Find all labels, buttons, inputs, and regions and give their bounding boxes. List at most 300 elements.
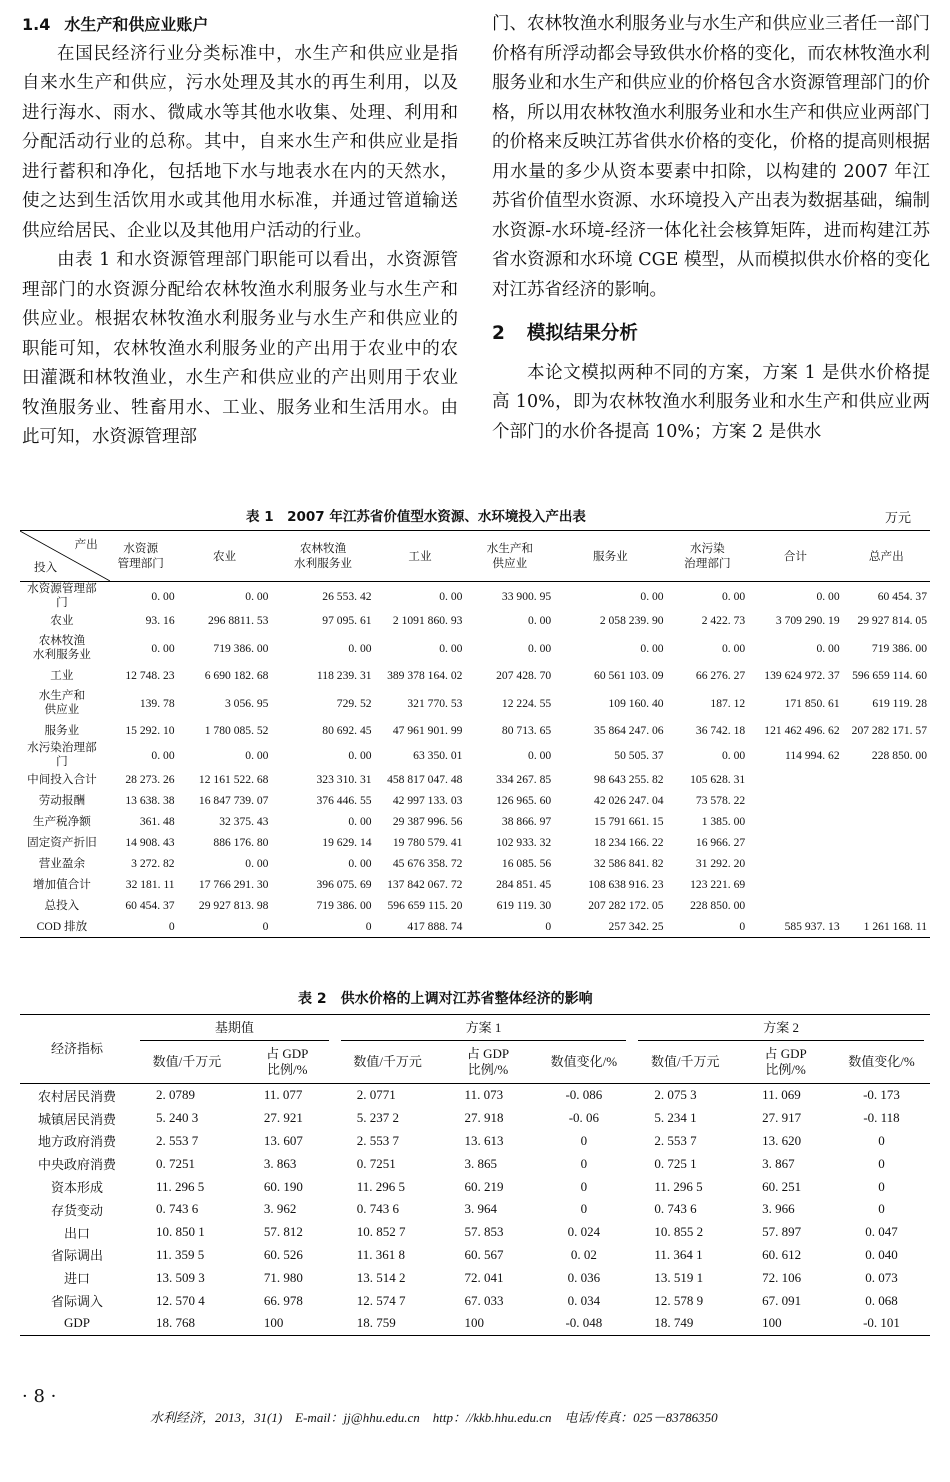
table-cell bbox=[748, 790, 842, 811]
table1-col-header: 水生产和 供应业 bbox=[465, 531, 554, 582]
table-cell: 11. 359 5 bbox=[156, 1246, 205, 1262]
table-cell: 0. 00 bbox=[721, 641, 746, 655]
right-column bbox=[492, 10, 930, 447]
table-cell: 2. 553 7 bbox=[156, 1132, 199, 1148]
table-cell: 16 085. 56 bbox=[501, 857, 552, 870]
table-cell: 619 119. 30 bbox=[496, 899, 552, 912]
table1-caption: 表 1 2007 年江苏省价值型水资源、水环境投入产出表 bbox=[246, 509, 586, 525]
row-label: 省际调出 bbox=[50, 1248, 103, 1264]
table1-corner bbox=[20, 531, 104, 582]
table-cell: 0. 00 bbox=[816, 641, 840, 655]
table-cell bbox=[843, 895, 930, 916]
table1-col-header: 农林牧渔 水利服务业 bbox=[271, 531, 374, 582]
table-cell: 100 bbox=[738, 1312, 833, 1335]
table-cell: 0 bbox=[580, 1155, 588, 1171]
table-cell: 57. 897 bbox=[762, 1224, 802, 1240]
table1-col-header: 总产出 bbox=[843, 531, 930, 582]
table2-col-header: 占 GDP 比例/% bbox=[441, 1041, 536, 1084]
table-cell: 0 bbox=[878, 1155, 885, 1171]
table-cell: 0. 00 bbox=[721, 589, 746, 603]
table-cell: 42 997 133. 03 bbox=[392, 794, 463, 807]
table-row bbox=[20, 665, 930, 686]
table-cell: -0. 06 bbox=[568, 1110, 600, 1126]
table-cell: 0. 00 bbox=[348, 641, 372, 655]
table-cell: 33 900. 95 bbox=[501, 589, 552, 603]
table-cell: 11. 364 1 bbox=[654, 1246, 703, 1262]
table-cell: 13. 607 bbox=[263, 1132, 303, 1148]
table-row bbox=[20, 1266, 930, 1289]
table-cell: 257 342. 25 bbox=[554, 916, 666, 938]
table-row bbox=[20, 631, 930, 665]
table-cell: 0. 7251 bbox=[356, 1155, 396, 1171]
table-cell: 102 933. 32 bbox=[496, 836, 552, 849]
table-cell: 0. 00 bbox=[439, 589, 463, 603]
table-cell: 596 659 114. 60 bbox=[852, 669, 927, 682]
table-cell: 15 292. 10 bbox=[125, 724, 175, 737]
table-cell: -0. 118 bbox=[863, 1110, 900, 1126]
table-cell: 5. 237 2 bbox=[356, 1110, 399, 1126]
table-cell: 27. 921 bbox=[263, 1110, 303, 1126]
table2-col-header: 数值变化/% bbox=[833, 1041, 930, 1084]
table-cell: 0. 00 bbox=[245, 589, 269, 603]
table-cell: 361. 48 bbox=[139, 815, 175, 828]
table-cell: 121 462 496. 62 bbox=[764, 724, 840, 737]
table-cell: 60. 190 bbox=[263, 1178, 303, 1194]
table-cell: 0. 02 bbox=[570, 1246, 597, 1262]
table-cell: 11. 296 5 bbox=[356, 1178, 405, 1194]
table-cell: 207 282 171. 57 bbox=[851, 724, 927, 737]
table-cell: 0 bbox=[271, 916, 374, 938]
table-cell: 323 310. 31 bbox=[316, 773, 372, 786]
paragraph: 在国民经济行业分类标准中，水生产和供应业是指自来水生产和供应，污水处理及其水的再生利用，以及进行海水、雨水、微咸水等其他水收集、处理、利用和分配活动行业的总称。其中，自来水生产和供应业是指进行蓄积和净化，包括地下水与地表水在内的天然水，使之达到生活饮用水或其他用水标准，并通过管道输送供应给居民、企业以及其他用户活动的行业。 bbox=[22, 43, 458, 241]
table-cell: 57. 853 bbox=[464, 1224, 504, 1240]
table-cell: 29 927 814. 05 bbox=[857, 614, 927, 627]
row-label: 农村居民消费 bbox=[37, 1088, 116, 1104]
table-cell: 0 bbox=[878, 1201, 885, 1217]
table-cell: 2 058 239. 90 bbox=[599, 614, 664, 627]
row-label: 城镇居民消费 bbox=[37, 1111, 116, 1127]
table-cell: 296 8811. 53 bbox=[208, 614, 269, 627]
table-row bbox=[20, 582, 930, 611]
table-cell: 2. 0771 bbox=[356, 1087, 396, 1103]
table-cell: 1 261 168. 11 bbox=[843, 916, 930, 938]
table-cell: 334 267. 85 bbox=[496, 773, 552, 786]
table-cell: 0 bbox=[104, 916, 178, 938]
table2-col-header: 占 GDP 比例/% bbox=[738, 1041, 833, 1084]
row-label: 总投入 bbox=[44, 898, 80, 912]
table-cell: 3. 867 bbox=[762, 1155, 795, 1171]
table-cell: 5. 234 1 bbox=[654, 1110, 697, 1126]
table-cell: 29 387 996. 56 bbox=[392, 815, 463, 828]
table-row bbox=[20, 610, 930, 631]
table-row bbox=[20, 916, 930, 938]
row-label: 存货变动 bbox=[50, 1202, 103, 1218]
table-row bbox=[20, 1175, 930, 1198]
table-cell: 0 bbox=[580, 1132, 588, 1148]
table1-col-header: 水污染 治理部门 bbox=[667, 531, 749, 582]
table-cell bbox=[843, 811, 930, 832]
table-cell: 228 850. 00 bbox=[871, 748, 927, 762]
table-cell: 105 628. 31 bbox=[690, 773, 746, 786]
table-cell: 38 866. 97 bbox=[501, 815, 552, 828]
table-row bbox=[20, 895, 930, 916]
row-label: 营业盈余 bbox=[38, 856, 86, 870]
table-cell: 42 026 247. 04 bbox=[594, 794, 664, 807]
table-cell: 0. 068 bbox=[865, 1292, 898, 1308]
table-row bbox=[20, 1312, 930, 1335]
row-label: 生产税净额 bbox=[32, 814, 91, 828]
table-cell: 228 850. 00 bbox=[690, 899, 746, 912]
table-cell bbox=[748, 811, 842, 832]
table-cell: 60. 251 bbox=[762, 1178, 802, 1194]
table-cell: 1 780 085. 52 bbox=[204, 724, 269, 737]
table-cell bbox=[843, 790, 930, 811]
table-cell: 72. 106 bbox=[762, 1269, 802, 1285]
table-cell: -0. 173 bbox=[863, 1087, 900, 1103]
table-cell: 60. 567 bbox=[464, 1246, 504, 1262]
table-cell: 0. 047 bbox=[865, 1224, 898, 1240]
table-cell: 0. 725 1 bbox=[654, 1155, 697, 1171]
table-row bbox=[20, 832, 930, 853]
table-cell: 0 bbox=[878, 1132, 885, 1148]
table-cell: 114 994. 62 bbox=[785, 748, 840, 762]
table-cell: 29 927 813. 98 bbox=[198, 899, 269, 912]
table-cell: 596 659 115. 20 bbox=[387, 899, 463, 912]
table-cell: 719 386. 00 bbox=[871, 641, 927, 655]
table-cell: 886 176. 80 bbox=[213, 836, 269, 849]
table-cell: 3. 863 bbox=[263, 1155, 297, 1171]
table-cell: 0. 040 bbox=[865, 1246, 898, 1262]
table-cell: 396 075. 69 bbox=[316, 878, 372, 891]
table-cell: 0. 073 bbox=[865, 1269, 898, 1285]
row-label: 中央政府消费 bbox=[37, 1157, 116, 1173]
table-cell bbox=[748, 853, 842, 874]
section-heading bbox=[492, 319, 930, 349]
table-cell: 284 851. 45 bbox=[496, 878, 552, 891]
table-cell: 19 780 579. 41 bbox=[392, 836, 463, 849]
paragraph: 由表 1 和水资源管理部门职能可以看出，水资源管理部门的水资源分配给农林牧渔水利服务业与水生产和供应业。根据农林牧渔水利服务业与水生产和供应业的职能可知，农林牧渔水利服务业的产出用于农业中的农田灌溉和林牧渔业，水生产和供应业的产出则用于农业牧渔服务业、牲畜用水、工业、服务业和生活用水。由此可知，水资源管理部 bbox=[22, 250, 458, 447]
table-cell: 32 181. 11 bbox=[125, 878, 175, 891]
table-cell: 0. 7251 bbox=[156, 1155, 195, 1171]
table-cell: 5. 240 3 bbox=[156, 1110, 199, 1126]
paragraph: 本论文模拟两种不同的方案，方案 1 是供水价格提高 10%，即为农林牧渔水利服务业和水生产和供应业两个部门的水价各提高 10%；方案 2 是供水 bbox=[492, 362, 930, 442]
row-header: 经济指标 bbox=[20, 1015, 134, 1084]
table-cell: 389 378 164. 02 bbox=[387, 669, 463, 682]
table-cell: 0. 00 bbox=[528, 748, 552, 762]
table-cell: 60 561 103. 09 bbox=[594, 669, 664, 682]
section-number: 2 bbox=[492, 323, 505, 344]
row-label: 劳动报酬 bbox=[38, 793, 86, 807]
economy-impact-table bbox=[20, 1014, 930, 1336]
table1-col-header: 水资源 管理部门 bbox=[104, 531, 178, 582]
table-cell: 321 770. 53 bbox=[407, 696, 463, 710]
row-label: 水污染治理部门 bbox=[27, 741, 97, 768]
table-row bbox=[20, 720, 930, 741]
table-cell: 3. 964 bbox=[464, 1201, 498, 1217]
row-label: GDP bbox=[20, 1312, 134, 1335]
table-cell: 12. 578 9 bbox=[654, 1292, 704, 1308]
table-row bbox=[20, 1289, 930, 1312]
table-cell: 0. 00 bbox=[721, 748, 746, 762]
table-cell: 63 350. 01 bbox=[413, 748, 463, 762]
table2-group-header: 基期值 bbox=[134, 1015, 335, 1042]
table-cell: 0. 00 bbox=[151, 589, 175, 603]
table-cell: 2. 553 7 bbox=[356, 1132, 399, 1148]
table-row bbox=[20, 769, 930, 790]
table-cell: 585 937. 13 bbox=[748, 916, 842, 938]
table-row bbox=[20, 790, 930, 811]
row-label: 省际调入 bbox=[50, 1294, 103, 1310]
table-row bbox=[20, 811, 930, 832]
table-cell: 45 676 358. 72 bbox=[392, 857, 463, 870]
table-cell: 32 375. 43 bbox=[219, 815, 269, 828]
table-cell: 417 888. 74 bbox=[375, 916, 466, 938]
table-cell: 0. 743 6 bbox=[156, 1201, 199, 1217]
corner-input-label: 投入 bbox=[34, 561, 58, 574]
table-cell: 12. 570 4 bbox=[156, 1292, 205, 1308]
table-cell: 27. 917 bbox=[762, 1110, 802, 1126]
table-cell: 11. 073 bbox=[464, 1087, 504, 1103]
table-cell: 0. 00 bbox=[528, 614, 552, 627]
table-cell: 26 553. 42 bbox=[322, 589, 372, 603]
table-cell bbox=[748, 874, 842, 895]
row-label: 水生产和 供应业 bbox=[38, 689, 86, 716]
row-label: 进口 bbox=[63, 1271, 90, 1287]
table-cell: 66. 978 bbox=[263, 1292, 303, 1308]
table-cell: 1 385. 00 bbox=[701, 815, 746, 828]
table-cell: 719 386. 00 bbox=[213, 641, 269, 655]
table-cell: 0. 00 bbox=[439, 641, 463, 655]
row-label: 工业 bbox=[50, 668, 74, 682]
table-cell: 3. 966 bbox=[762, 1201, 795, 1217]
table-cell: 66 276. 27 bbox=[695, 669, 746, 682]
table-cell: 3. 962 bbox=[263, 1201, 297, 1217]
table-cell: 13. 509 3 bbox=[156, 1269, 205, 1285]
table-cell: 18. 768 bbox=[134, 1312, 240, 1335]
table-cell: 6 690 182. 68 bbox=[204, 669, 269, 682]
table-row bbox=[20, 741, 930, 769]
table-cell: 619 119. 28 bbox=[872, 696, 927, 710]
table-cell: 67. 033 bbox=[464, 1292, 504, 1308]
table-cell: 0. 00 bbox=[640, 589, 664, 603]
table-cell: 12 161 522. 68 bbox=[198, 773, 269, 786]
table-cell: 3 272. 82 bbox=[131, 857, 175, 870]
table-cell: 0 bbox=[580, 1201, 588, 1217]
table-cell: 100 bbox=[240, 1312, 335, 1335]
table-cell: 11. 361 8 bbox=[356, 1246, 405, 1262]
table-cell: 458 817 047. 48 bbox=[387, 773, 463, 786]
table-cell: 0 bbox=[580, 1178, 588, 1194]
table-cell: -0. 086 bbox=[565, 1087, 603, 1103]
table-row bbox=[20, 1084, 930, 1107]
table-cell: 0 bbox=[465, 916, 554, 938]
table-cell: 11. 077 bbox=[263, 1087, 303, 1103]
section-title: 水生产和供应业账户 bbox=[64, 15, 209, 34]
table2-col-header: 数值/千万元 bbox=[335, 1041, 441, 1084]
section-heading bbox=[22, 10, 458, 40]
table-cell: 80 692. 45 bbox=[322, 724, 372, 737]
table-cell bbox=[748, 895, 842, 916]
table-cell: 0 bbox=[878, 1178, 885, 1194]
table2-col-header: 数值变化/% bbox=[535, 1041, 632, 1084]
table-cell: 97 095. 61 bbox=[322, 614, 372, 627]
table-cell: 57. 812 bbox=[263, 1224, 303, 1240]
table-cell: 11. 069 bbox=[762, 1087, 801, 1103]
row-label: 中间投入合计 bbox=[27, 772, 97, 786]
table-row bbox=[20, 1107, 930, 1130]
table-cell: 72. 041 bbox=[464, 1269, 504, 1285]
table-cell: 0. 00 bbox=[348, 857, 372, 870]
table-cell: 50 505. 37 bbox=[614, 748, 664, 762]
table-cell: -0. 048 bbox=[535, 1312, 632, 1335]
table-cell: 0. 024 bbox=[567, 1224, 601, 1240]
table-cell bbox=[843, 874, 930, 895]
table-cell: 13 638. 38 bbox=[125, 794, 175, 807]
section-title: 模拟结果分析 bbox=[526, 323, 638, 344]
table-cell: 10. 855 2 bbox=[654, 1224, 704, 1240]
table-cell: 108 638 916. 23 bbox=[588, 878, 664, 891]
table1-col-header: 合计 bbox=[748, 531, 842, 582]
table-cell: 12. 574 7 bbox=[356, 1292, 406, 1308]
table2-group-header: 方案 1 bbox=[335, 1015, 633, 1042]
table-cell: 3. 865 bbox=[464, 1155, 498, 1171]
table-cell: 109 160. 40 bbox=[608, 696, 664, 710]
left-column bbox=[22, 10, 458, 453]
table-cell: 93. 16 bbox=[145, 614, 175, 627]
table-cell: 15 791 661. 15 bbox=[594, 815, 664, 828]
row-label: 农业 bbox=[50, 613, 74, 627]
table-cell: 67. 091 bbox=[762, 1292, 802, 1308]
table-cell: 27. 918 bbox=[464, 1110, 504, 1126]
table-cell: 171 850. 61 bbox=[784, 696, 840, 710]
table-row bbox=[20, 1152, 930, 1175]
table-cell: 13. 519 1 bbox=[654, 1269, 704, 1285]
page-footer: 水利经济，2013，31(1) E-mail：jj@hhu.edu.cn http：//kkb.hhu.edu.cn 电话/传真：025－83786350 bbox=[150, 1410, 718, 1425]
table-cell: 0 bbox=[667, 916, 749, 938]
row-label: 资本形成 bbox=[50, 1180, 103, 1196]
page-number: · 8 · bbox=[22, 1386, 57, 1407]
corner-output-label: 产出 bbox=[74, 538, 98, 551]
table-cell: 60 454. 37 bbox=[877, 589, 927, 603]
table-cell: 118 239. 31 bbox=[316, 669, 372, 682]
table-cell: 729. 52 bbox=[336, 696, 372, 710]
table-cell: 47 961 901. 99 bbox=[392, 724, 463, 737]
table-row bbox=[20, 1244, 930, 1267]
table-row bbox=[20, 686, 930, 720]
table-row bbox=[20, 874, 930, 895]
table-cell: 18. 749 bbox=[632, 1312, 738, 1335]
table-cell: 0. 00 bbox=[348, 815, 372, 828]
table-row bbox=[20, 1221, 930, 1244]
table-row bbox=[20, 853, 930, 874]
table-cell: 12 748. 23 bbox=[125, 669, 175, 682]
table-cell: 2 422. 73 bbox=[701, 614, 746, 627]
table-cell: 139. 78 bbox=[139, 696, 175, 710]
table-cell: 16 847 739. 07 bbox=[198, 794, 269, 807]
table-cell: 35 864 247. 06 bbox=[594, 724, 664, 737]
table-cell: 28 273. 26 bbox=[125, 773, 175, 786]
table-cell: 14 908. 43 bbox=[125, 836, 175, 849]
table-cell: 80 713. 65 bbox=[501, 724, 552, 737]
table-cell: 2. 553 7 bbox=[654, 1132, 697, 1148]
table2-caption: 表 2 供水价格的上调对江苏省整体经济的影响 bbox=[298, 991, 593, 1007]
table-cell: -0. 101 bbox=[833, 1312, 930, 1335]
row-label: 服务业 bbox=[44, 723, 80, 737]
table-cell: 11. 296 5 bbox=[156, 1178, 205, 1194]
table-cell bbox=[843, 769, 930, 790]
table1-col-header: 服务业 bbox=[554, 531, 666, 582]
table-cell: 98 643 255. 82 bbox=[594, 773, 664, 786]
table-cell: 0. 00 bbox=[348, 748, 372, 762]
table-cell: 60 454. 37 bbox=[125, 899, 175, 912]
table-cell: 0. 00 bbox=[151, 748, 175, 762]
row-label: 增加值合计 bbox=[32, 877, 91, 891]
table-cell bbox=[748, 769, 842, 790]
table-cell: 0. 743 6 bbox=[654, 1201, 697, 1217]
table-cell: 0. 743 6 bbox=[356, 1201, 399, 1217]
table-cell: 71. 980 bbox=[263, 1269, 303, 1285]
table-cell: 60. 526 bbox=[263, 1246, 303, 1262]
table-cell: 18 234 166. 22 bbox=[594, 836, 664, 849]
row-label: 地方政府消费 bbox=[37, 1134, 116, 1150]
table-cell: 123 221. 69 bbox=[690, 878, 746, 891]
table-cell: 10. 852 7 bbox=[356, 1224, 406, 1240]
table-cell: 13. 514 2 bbox=[356, 1269, 406, 1285]
table-cell: 19 629. 14 bbox=[322, 836, 372, 849]
table-cell: 31 292. 20 bbox=[695, 857, 746, 870]
table-cell: 10. 850 1 bbox=[156, 1224, 205, 1240]
table-cell: 32 586 841. 82 bbox=[594, 857, 664, 870]
row-label: 水资源管理部门 bbox=[27, 582, 97, 609]
table-cell: 0. 00 bbox=[151, 641, 175, 655]
table-cell: 11. 296 5 bbox=[654, 1178, 703, 1194]
table-cell: 16 966. 27 bbox=[695, 836, 746, 849]
table-cell bbox=[843, 853, 930, 874]
table-cell: 12 224. 55 bbox=[501, 696, 552, 710]
table1-col-header: 农业 bbox=[178, 531, 272, 582]
table-cell: 0 bbox=[178, 916, 272, 938]
table-cell: 3 056. 95 bbox=[224, 696, 269, 710]
table-cell bbox=[748, 832, 842, 853]
row-label: 农林牧渔 水利服务业 bbox=[32, 634, 91, 661]
table-row bbox=[20, 1130, 930, 1153]
table-cell: 2 1091 860. 93 bbox=[392, 614, 463, 627]
table-cell: 100 bbox=[441, 1312, 536, 1335]
table-cell: 207 428. 70 bbox=[496, 669, 552, 682]
row-label: 固定资产折旧 bbox=[27, 835, 97, 849]
table1-col-header: 工业 bbox=[375, 531, 466, 582]
table-cell: 0. 00 bbox=[245, 748, 269, 762]
table-cell: 73 578. 22 bbox=[695, 794, 746, 807]
table2-col-header: 数值/千万元 bbox=[134, 1041, 240, 1084]
table-cell: 18. 759 bbox=[335, 1312, 441, 1335]
table-cell: 137 842 067. 72 bbox=[387, 878, 463, 891]
row-label: COD 排放 bbox=[20, 916, 104, 938]
table-cell: 0. 034 bbox=[567, 1292, 601, 1308]
table1-unit: 万元 bbox=[885, 511, 912, 526]
table-cell: 0. 00 bbox=[528, 641, 552, 655]
table-cell: 13. 620 bbox=[762, 1132, 802, 1148]
io-table bbox=[20, 530, 930, 938]
table-cell: 207 282 172. 05 bbox=[588, 899, 664, 912]
table-row bbox=[20, 1198, 930, 1221]
table-cell: 376 446. 55 bbox=[316, 794, 372, 807]
table2-col-header: 占 GDP 比例/% bbox=[240, 1041, 335, 1084]
table-cell: 187. 12 bbox=[710, 696, 746, 710]
table-cell: 13. 613 bbox=[464, 1132, 504, 1148]
table-cell: 126 965. 60 bbox=[496, 794, 552, 807]
table-cell: 60. 219 bbox=[464, 1178, 504, 1194]
